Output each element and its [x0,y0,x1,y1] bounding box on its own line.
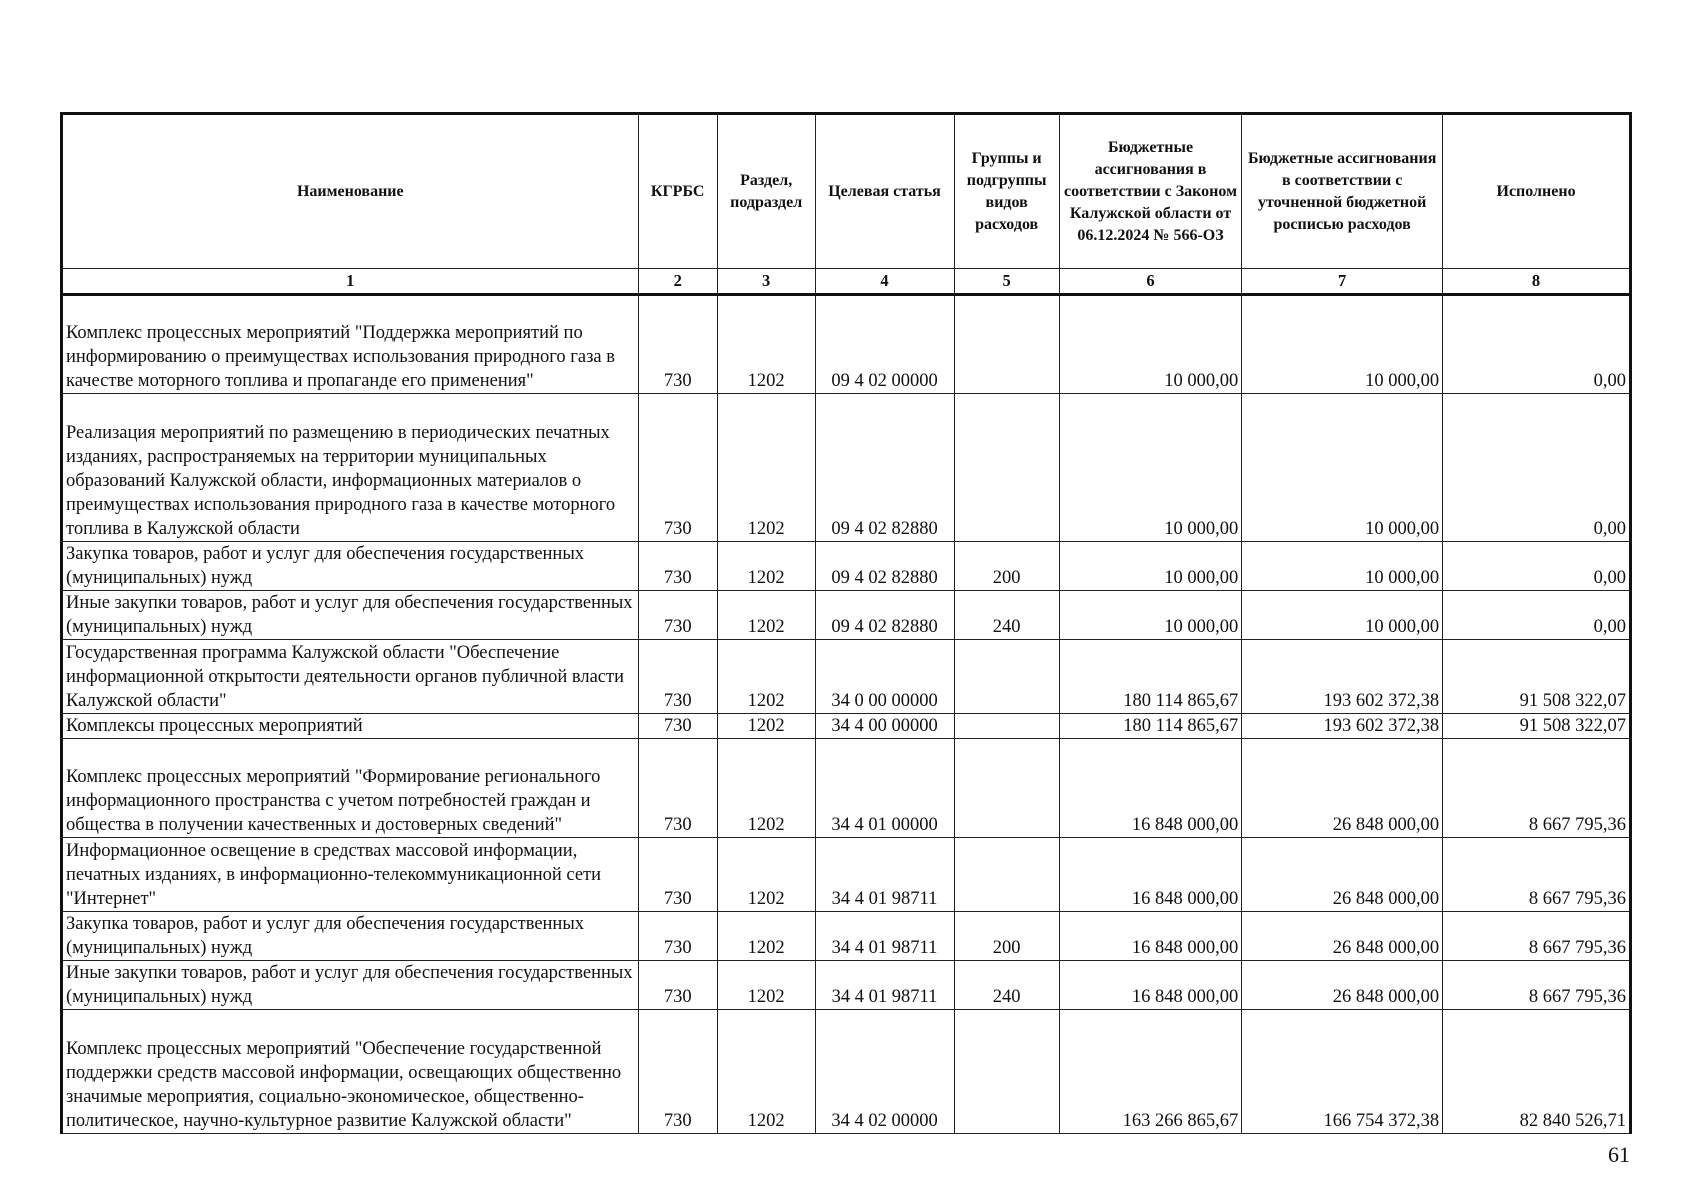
cell-name: Иные закупки товаров, работ и услуг для обеспечения государственных (муниципальных) нужд [62,591,639,640]
table-row [62,714,1631,739]
cell-rospis: 10 000,00 [1242,295,1443,394]
column-number: 2 [638,269,717,295]
cell-rospis: 193 602 372,38 [1242,640,1443,714]
cell-kgrbs: 730 [638,542,717,591]
cell-rospis: 26 848 000,00 [1242,912,1443,961]
cell-razdel: 1202 [717,542,815,591]
cell-kgrbs: 730 [638,739,717,838]
cell-razdel: 1202 [717,591,815,640]
cell-vid [954,295,1059,394]
cell-vid [954,640,1059,714]
cell-ispolneno: 91 508 322,07 [1443,640,1631,714]
cell-zakon: 16 848 000,00 [1059,912,1241,961]
cell-ispolneno: 0,00 [1443,394,1631,542]
cell-celevaya: 34 4 00 00000 [815,714,954,739]
cell-celevaya: 34 4 01 00000 [815,739,954,838]
cell-celevaya: 09 4 02 00000 [815,295,954,394]
cell-razdel: 1202 [717,739,815,838]
cell-zakon: 180 114 865,67 [1059,714,1241,739]
cell-rospis: 10 000,00 [1242,542,1443,591]
cell-razdel: 1202 [717,1010,815,1134]
cell-kgrbs: 730 [638,1010,717,1134]
table-row [62,739,1631,838]
cell-ispolneno: 8 667 795,36 [1443,961,1631,1010]
cell-name: Реализация мероприятий по размещению в периодических печатных изданиях, распространяемых на территории муниципальных образований Калужской области, информационных материалов о преимуществах использования природного газа в качестве моторного топлива в Калужской области [62,394,639,542]
cell-ispolneno: 82 840 526,71 [1443,1010,1631,1134]
cell-name: Государственная программа Калужской области "Обеспечение информационной открытости деятельности органов публичной власти Калужской области" [62,640,639,714]
cell-vid [954,714,1059,739]
cell-name: Закупка товаров, работ и услуг для обеспечения государственных (муниципальных) нужд [62,542,639,591]
cell-vid [954,838,1059,912]
cell-kgrbs: 730 [638,714,717,739]
cell-name: Комплекс процессных мероприятий "Обеспечение государственной поддержки средств массовой информации, освещающих общественно значимые мероприятия, социально-экономическое, общественно-политическое, научно-культурное развитие Калужской области" [62,1010,639,1134]
cell-zakon: 16 848 000,00 [1059,961,1241,1010]
cell-kgrbs: 730 [638,838,717,912]
cell-zakon: 10 000,00 [1059,295,1241,394]
cell-rospis: 10 000,00 [1242,591,1443,640]
cell-zakon: 10 000,00 [1059,591,1241,640]
cell-razdel: 1202 [717,714,815,739]
cell-razdel: 1202 [717,394,815,542]
cell-zakon: 180 114 865,67 [1059,640,1241,714]
cell-razdel: 1202 [717,640,815,714]
cell-zakon: 16 848 000,00 [1059,739,1241,838]
header-kgrbs: КГРБС [638,114,717,269]
cell-razdel: 1202 [717,912,815,961]
cell-rospis: 10 000,00 [1242,394,1443,542]
cell-name: Комплекс процессных мероприятий "Поддержка мероприятий по информированию о преимуществах использования природного газа в качестве моторного топлива и пропаганде его применения" [62,295,639,394]
cell-kgrbs: 730 [638,640,717,714]
cell-rospis: 26 848 000,00 [1242,739,1443,838]
column-number: 8 [1443,269,1631,295]
table-row [62,394,1631,542]
cell-name: Информационное освещение в средствах массовой информации, печатных изданиях, в информационно-телекоммуникационной сети "Интернет" [62,838,639,912]
cell-rospis: 26 848 000,00 [1242,838,1443,912]
budget-execution-table [60,112,1632,1134]
cell-kgrbs: 730 [638,961,717,1010]
cell-ispolneno: 8 667 795,36 [1443,739,1631,838]
table-row [62,961,1631,1010]
table-row [62,1010,1631,1134]
cell-ispolneno: 8 667 795,36 [1443,838,1631,912]
cell-celevaya: 34 4 01 98711 [815,961,954,1010]
cell-kgrbs: 730 [638,394,717,542]
cell-celevaya: 34 4 01 98711 [815,838,954,912]
cell-kgrbs: 730 [638,295,717,394]
cell-ispolneno: 0,00 [1443,295,1631,394]
header-rospis: Бюджетные ассигнования в соответствии с уточненной бюджетной росписью расходов [1242,114,1443,269]
table-row [62,542,1631,591]
column-number: 4 [815,269,954,295]
cell-kgrbs: 730 [638,591,717,640]
cell-name: Комплекс процессных мероприятий "Формирование регионального информационного пространства с учетом потребностей граждан и общества в получении качественных и достоверных сведений" [62,739,639,838]
column-number: 5 [954,269,1059,295]
table-header-row [62,114,1631,269]
cell-vid [954,1010,1059,1134]
cell-name: Комплексы процессных мероприятий [62,714,639,739]
header-razdel: Раздел, подраздел [717,114,815,269]
table-row [62,912,1631,961]
cell-razdel: 1202 [717,838,815,912]
column-number: 7 [1242,269,1443,295]
cell-zakon: 16 848 000,00 [1059,838,1241,912]
column-number: 1 [62,269,639,295]
cell-rospis: 26 848 000,00 [1242,961,1443,1010]
cell-vid: 240 [954,591,1059,640]
page-number: 61 [1608,1142,1630,1167]
cell-vid: 240 [954,961,1059,1010]
table-row [62,295,1631,394]
cell-name: Иные закупки товаров, работ и услуг для обеспечения государственных (муниципальных) нужд [62,961,639,1010]
table-row [62,838,1631,912]
cell-ispolneno: 0,00 [1443,542,1631,591]
cell-celevaya: 34 4 01 98711 [815,912,954,961]
cell-ispolneno: 8 667 795,36 [1443,912,1631,961]
table-row [62,591,1631,640]
cell-kgrbs: 730 [638,912,717,961]
header-vid: Группы и подгруппы видов расходов [954,114,1059,269]
cell-celevaya: 34 0 00 00000 [815,640,954,714]
cell-vid [954,394,1059,542]
header-celevaya: Целевая статья [815,114,954,269]
cell-zakon: 163 266 865,67 [1059,1010,1241,1134]
cell-vid: 200 [954,542,1059,591]
cell-celevaya: 34 4 02 00000 [815,1010,954,1134]
cell-razdel: 1202 [717,295,815,394]
header-ispolneno: Исполнено [1443,114,1631,269]
cell-zakon: 10 000,00 [1059,394,1241,542]
column-number: 3 [717,269,815,295]
cell-ispolneno: 91 508 322,07 [1443,714,1631,739]
cell-celevaya: 09 4 02 82880 [815,591,954,640]
cell-ispolneno: 0,00 [1443,591,1631,640]
cell-celevaya: 09 4 02 82880 [815,542,954,591]
cell-rospis: 193 602 372,38 [1242,714,1443,739]
header-name: Наименование [62,114,639,269]
cell-celevaya: 09 4 02 82880 [815,394,954,542]
header-zakon: Бюджетные ассигнования в соответствии с Законом Калужской области от 06.12.2024 № 566-ОЗ [1059,114,1241,269]
column-number: 6 [1059,269,1241,295]
cell-razdel: 1202 [717,961,815,1010]
cell-vid [954,739,1059,838]
cell-name: Закупка товаров, работ и услуг для обеспечения государственных (муниципальных) нужд [62,912,639,961]
cell-rospis: 166 754 372,38 [1242,1010,1443,1134]
column-number-row [62,269,1631,295]
cell-zakon: 10 000,00 [1059,542,1241,591]
cell-vid: 200 [954,912,1059,961]
table-row [62,640,1631,714]
